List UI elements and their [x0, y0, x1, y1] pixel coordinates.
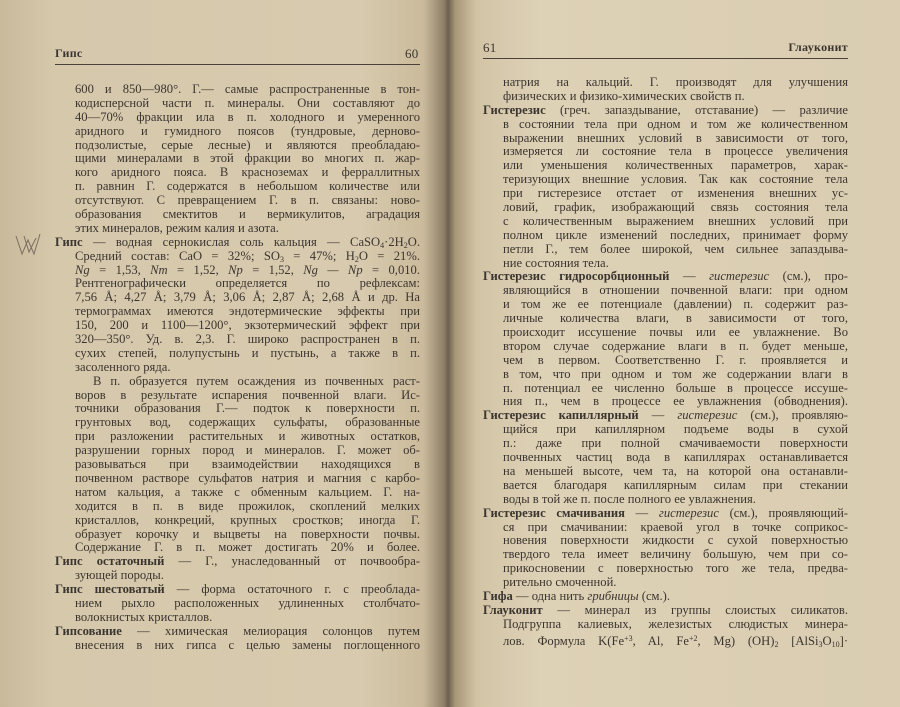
text-line — [503, 118, 848, 132]
text-line — [503, 354, 848, 368]
text-segment: зующей породы. — [75, 568, 164, 583]
text-segment: натом кальция, а также с обменным кальцием. Г. на- — [75, 484, 420, 499]
text-segment: (греч. запаздывание, отставание) — различие — [545, 102, 848, 117]
text-segment: измеряется ли состояние тела в процессе увеличения — [503, 144, 848, 159]
text-segment: (см.). — [638, 588, 671, 603]
text-line — [503, 173, 848, 187]
entry-first-line — [55, 583, 420, 597]
text-line — [503, 257, 848, 271]
running-head: Глауконит — [788, 40, 848, 54]
text-line — [503, 298, 848, 312]
text-segment: воды в той же п. после полного ее увлажнения. — [503, 491, 756, 506]
entry-headword: Гистерезис — [483, 102, 546, 117]
text-segment: ·2H — [384, 234, 404, 249]
text-segment: , Mg) (OH) — [697, 633, 775, 648]
text-segment: [AlSi — [778, 633, 819, 648]
text-line — [503, 521, 848, 535]
text-line — [503, 423, 848, 437]
pencil-mark-icon — [14, 232, 48, 258]
text-segment: отсутствуют. С превращением Г. в п. связаны: ново- — [75, 193, 420, 208]
text-line — [75, 514, 420, 528]
text-segment: п.: даже при полной смачиваемости поверхности — [503, 436, 848, 451]
entry-headword: Гипс шестоватый — [55, 582, 165, 597]
cross-reference: Np — [228, 262, 243, 277]
text-line — [75, 347, 420, 361]
text-segment: = 0,010. — [362, 262, 420, 277]
text-line — [75, 541, 420, 555]
text-line — [75, 291, 420, 305]
text-segment: 150, 200 и 1100—1200°, экзотермический эффект при — [75, 318, 420, 333]
text-segment: 3 — [279, 254, 284, 264]
text-segment: 320—350°. Уд. в. 2,3. Г. широко распространен в п. — [75, 332, 420, 347]
text-segment: ся при смачивании: краевой угол в точке соприкос- — [503, 519, 848, 534]
text-segment: почвенных частиц вода в капиллярах останавливается — [503, 450, 848, 465]
text-segment: п. равнин Г. содержатся в небольшом количестве или — [75, 179, 420, 194]
entry-headword: Гистерезис смачивания — [483, 505, 625, 520]
text-line — [75, 305, 420, 319]
text-line — [503, 201, 848, 215]
cross-reference: Nm — [150, 262, 168, 277]
text-segment: или уменьшения количественных параметров, харак- — [503, 158, 848, 173]
text-segment: (см.), проявляю- — [737, 408, 849, 423]
text-segment: щими минералами в этой фракции во многих п. жар- — [75, 151, 420, 166]
text-segment: сухих степей, полупустынь и пустынь, а также в п. — [75, 345, 420, 360]
text-line — [503, 243, 848, 257]
text-line — [75, 250, 420, 264]
text-segment: — химическая мелиорация солонцов путем — [121, 623, 420, 638]
entry-headword: Гистерезис капиллярный — [483, 408, 639, 423]
text-segment: щийся при капиллярном подъеме воды в сухой — [503, 422, 848, 437]
cross-reference: Ng — [75, 262, 90, 277]
text-line — [503, 312, 848, 326]
text-segment: в состоянии тела при одном и том же количественном — [503, 116, 848, 131]
text-segment: аридного и гумидного поясов (тундровые, дерново- — [75, 123, 420, 138]
entry-headword: Гифа — [483, 588, 513, 603]
entry-first-line — [483, 590, 848, 604]
text-segment: п. потенциал ее численно больше в процессе иссуше- — [503, 380, 848, 395]
text-line — [503, 340, 848, 354]
cross-reference: гистерезис — [658, 505, 719, 520]
text-line — [75, 402, 420, 416]
text-line — [503, 145, 848, 159]
text-segment: — минерал из группы слоистых силикатов. — [542, 602, 848, 617]
text-segment: Содержание Г. в п. может достигать 20% и более. — [75, 540, 420, 555]
text-segment: при гистерезисе отстает от изменения внешних ус- — [503, 186, 848, 201]
entry-first-line — [483, 270, 848, 284]
text-line — [503, 395, 848, 409]
text-segment: этих минералов, режим калия и азота. — [75, 220, 279, 235]
running-head: Гипс — [55, 46, 83, 60]
text-line — [503, 215, 848, 229]
page-number: 61 — [483, 40, 497, 55]
text-line — [503, 451, 848, 465]
text-line — [75, 83, 420, 97]
entry-headword: Гипс остаточный — [55, 554, 165, 569]
text-line — [503, 368, 848, 382]
text-segment: — одна нить — [512, 588, 588, 603]
text-line — [75, 139, 420, 153]
text-segment: = 1,52, — [167, 262, 229, 277]
text-segment: кристаллов, конкреций, крупных сростков; иногда Г. — [75, 512, 420, 527]
text-segment: личные количества влаги, в зависимости от того, — [503, 311, 848, 326]
text-line — [75, 319, 420, 333]
text-segment: лов. Формула K(Fe — [503, 633, 625, 648]
text-segment: на меньшей высоте, чем та, на которой она останавли- — [503, 463, 848, 478]
text-line — [75, 389, 420, 403]
text-segment: В п. образуется путем осаждения из почвенных раст- — [93, 373, 420, 388]
text-segment: волокнистых кристаллов. — [75, 609, 213, 624]
text-segment: O — [822, 633, 832, 648]
text-segment: — водная сернокислая соль кальция — CaSO — [82, 234, 381, 249]
text-line — [503, 187, 848, 201]
text-segment: подзолистые, серые лесные) и являются преобладаю- — [75, 137, 420, 152]
text-segment: почвенном растворе сульфатов натрия и магния с карбо- — [75, 470, 420, 485]
text-segment: O = 21%. — [358, 248, 420, 263]
text-segment: Подгруппа калиевых, железистых слюдистых минера- — [503, 616, 848, 631]
text-line — [503, 132, 848, 146]
text-segment: теризующих внешние условия. Так как состояние тела — [503, 172, 848, 187]
text-line — [503, 534, 848, 548]
text-line — [75, 333, 420, 347]
text-line — [503, 284, 848, 298]
text-segment: новения поверхности жидкости с сухой поверхностью — [503, 533, 848, 548]
text-segment: твердого тела имеет величину большую, чем при со- — [503, 547, 848, 562]
text-segment: физических и физико-химических свойств п. — [503, 88, 745, 103]
entry-headword: Глауконит — [483, 602, 543, 617]
text-segment: 10 — [831, 639, 840, 649]
text-line — [503, 562, 848, 576]
text-segment: 4 — [380, 240, 385, 250]
text-segment: 2 — [403, 240, 408, 250]
text-segment: прикосновении с поверхностью того же тела, предва- — [503, 561, 848, 576]
text-segment: кодисперсной части п. минералы. Они составляют до — [75, 95, 420, 110]
text-segment: с количественным выражением внешних условий при — [503, 213, 848, 228]
text-line — [503, 90, 848, 104]
text-segment: ]· — [839, 633, 849, 648]
text-segment: 40—70% фракции ила в п. холодного и умеренного — [75, 109, 420, 124]
text-line — [503, 326, 848, 340]
text-line — [75, 264, 420, 278]
text-segment: при разложении растительных и животных остатков, — [75, 429, 420, 444]
text-line — [503, 76, 848, 90]
text-line — [75, 361, 420, 375]
text-segment: = 1,53, — [89, 262, 151, 277]
text-segment: точники образования Г.— подток к поверхности п. — [75, 401, 420, 416]
text-line — [75, 208, 420, 222]
text-segment: чем в первом. Соответственно Г. г. проявляется и — [503, 352, 848, 367]
entry-first-line — [55, 236, 420, 250]
text-segment: (см.), проявляющий- — [718, 505, 849, 520]
text-line — [503, 159, 848, 173]
page-number: 60 — [405, 46, 419, 61]
text-line — [75, 416, 420, 430]
text-segment: +3 — [624, 633, 633, 643]
text-line — [503, 576, 848, 590]
text-line — [75, 639, 420, 653]
entry-headword: Гипс — [55, 234, 83, 249]
text-segment: 7,56 Å; 4,27 Å; 3,79 Å; 3,06 Å; 2,87 Å; 2,68 Å и др. На — [75, 290, 420, 305]
text-segment: воров в результате испарения почвенной влаги. Ис- — [75, 387, 420, 402]
text-line — [75, 180, 420, 194]
text-segment: ходится в п. в виде прожилок, скоплений мелких — [75, 498, 420, 513]
text-segment: выражении внешних условий в зависимости от того, — [503, 130, 848, 145]
text-line — [75, 111, 420, 125]
entry-first-line — [55, 625, 420, 639]
text-segment: 2 — [774, 639, 779, 649]
text-line — [75, 472, 420, 486]
text-segment: кого аридного пояса. В красноземах и ферраллитных — [75, 165, 420, 180]
text-line — [503, 548, 848, 562]
text-line — [503, 632, 849, 649]
text-line — [75, 152, 420, 166]
entry-first-line — [55, 555, 420, 569]
text-line — [75, 597, 420, 611]
text-segment: , Al, Fe — [632, 633, 689, 648]
text-segment: засоленного ряда. — [75, 359, 171, 374]
entry-headword: Гистерезис гидросорбционный — [483, 269, 670, 284]
text-line — [75, 222, 420, 236]
text-line — [75, 194, 420, 208]
text-segment: — — [638, 408, 678, 423]
text-segment: являющийся в отношении почвенной влаги: при одном — [503, 283, 848, 298]
text-line — [75, 500, 420, 514]
text-segment: — форма остаточного г. с преоблада- — [164, 582, 420, 597]
text-line — [75, 611, 420, 625]
text-segment: — — [624, 505, 659, 520]
text-segment: Средний состав: CaO = 32%; SO — [75, 248, 280, 263]
text-segment: ние состояния тела. — [503, 255, 609, 270]
text-line — [75, 375, 420, 389]
right-page — [450, 0, 900, 707]
text-line — [503, 465, 848, 479]
text-segment: нием рыхло расположенных удлиненных столбчато- — [75, 595, 420, 610]
text-segment: разрушении горных пород и минералов. Г. может об- — [75, 443, 420, 458]
text-segment: 2 — [354, 254, 359, 264]
text-segment: грунтовых вод, содержащих сульфаты, образованные — [75, 415, 420, 430]
header-rule — [483, 58, 848, 59]
text-segment: = 1,52, — [242, 262, 304, 277]
text-line — [503, 229, 848, 243]
text-line — [75, 97, 420, 111]
text-segment: внесения в них гипса с целью замены поглощенного — [75, 637, 420, 652]
text-line — [503, 479, 848, 493]
text-segment: натрия на кальций. Г. производят для улучшения — [503, 75, 848, 89]
text-segment: и том же ее потенциале (давлении) п. содержит раз- — [503, 297, 848, 312]
text-segment: петли Г., тем более широкой, чем сильнее запаздыва- — [503, 241, 848, 256]
text-line — [75, 430, 420, 444]
text-line — [75, 166, 420, 180]
page-text — [55, 83, 420, 653]
cross-reference: грибницы — [587, 588, 639, 603]
text-line — [503, 382, 848, 396]
text-segment: +2 — [688, 633, 698, 643]
text-line — [75, 569, 420, 583]
text-segment: O. — [407, 234, 420, 249]
text-line — [75, 528, 420, 542]
text-segment: термограммах имеются эндотермические эффекты при — [75, 304, 420, 319]
text-segment: (см.), про- — [769, 269, 848, 284]
text-segment: ловий, график, изображающий связь состояния тела — [503, 200, 848, 215]
cross-reference: гистерезис — [677, 408, 738, 423]
header-rule — [55, 64, 420, 65]
text-line — [503, 618, 848, 632]
text-segment: полном цикле изменений последних, принимает форму — [503, 227, 848, 242]
cross-reference: Ng — Np — [303, 262, 363, 277]
entry-first-line — [483, 507, 848, 521]
text-segment: ния п., чем в процессе ее увлажнения (обводнения). — [503, 394, 848, 409]
entry-first-line — [483, 409, 848, 423]
text-line — [503, 437, 848, 451]
text-segment: образования смектитов и вермикулитов, аградация — [75, 207, 420, 222]
text-segment: вается благодаря капиллярным силам при стекании — [503, 477, 848, 492]
entry-first-line — [483, 604, 848, 618]
page-text — [483, 75, 849, 649]
text-segment: Рентгенографически определяется по рефлексам: — [75, 276, 420, 291]
text-line — [503, 493, 848, 507]
entry-first-line — [483, 104, 848, 118]
text-segment: разовываться при взаимодействии находящихся в — [75, 457, 420, 472]
text-line — [75, 458, 420, 472]
text-line — [75, 486, 420, 500]
text-line — [75, 277, 420, 291]
cross-reference: гистерезис — [709, 269, 770, 284]
text-segment: рительно смоченной. — [503, 575, 617, 590]
text-line — [75, 444, 420, 458]
text-line — [75, 125, 420, 139]
text-segment: = 47%; H — [283, 248, 355, 263]
entry-headword: Гипсование — [55, 623, 122, 638]
text-segment: в том, что при одном и том же содержании влаги в — [503, 366, 848, 381]
text-segment: 600 и 850—980°. Г.— самые распространенные в тон- — [75, 82, 420, 96]
text-segment: — — [669, 269, 710, 284]
text-segment: происходит иссушение почвы или ее увлажнение. Во — [503, 325, 848, 340]
text-segment: 3 — [818, 639, 823, 649]
text-segment: втором случае содержание влаги в п. будет меньше, — [503, 338, 848, 353]
text-segment: — Г., унаследованный от почвообра- — [164, 554, 421, 569]
text-segment: образует корочку и выцветы на поверхности почвы. — [75, 526, 420, 541]
